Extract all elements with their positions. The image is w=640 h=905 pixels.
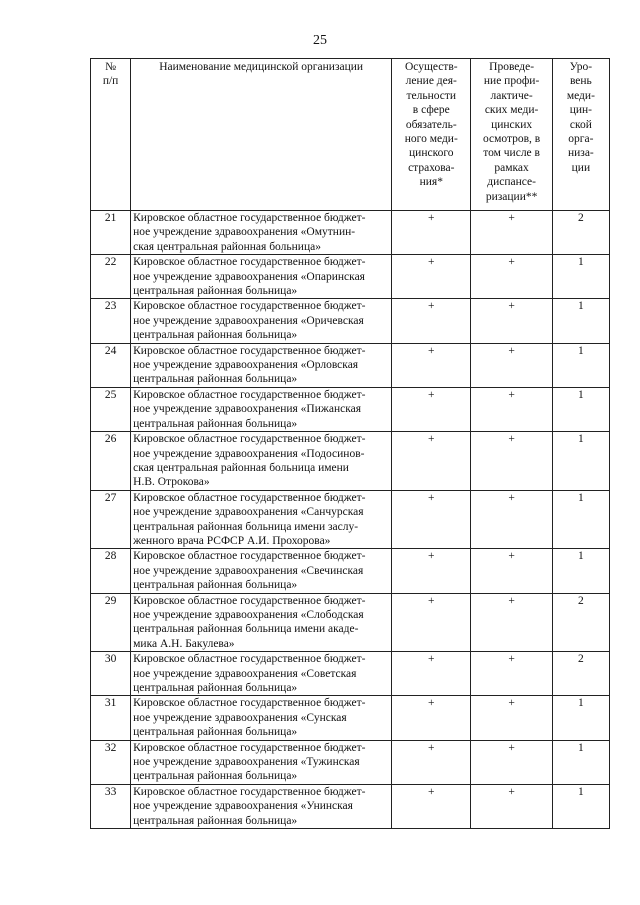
- oms-mark: +: [392, 593, 471, 652]
- header-organization-level: Уро- вень меди- цин- ской орга- низа- ции: [552, 59, 609, 211]
- organization-level: 1: [552, 343, 609, 387]
- organization-level: 1: [552, 490, 609, 549]
- organization-level: 1: [552, 740, 609, 784]
- preventive-mark: +: [471, 299, 552, 343]
- organization-level: 1: [552, 549, 609, 593]
- organization-name: Кировское областное государственное бюджет- ное учреждение здравоохранения «Омутнин- ская центральная районная больница»: [131, 211, 392, 255]
- table-row: [91, 593, 610, 652]
- row-number: 25: [91, 387, 131, 431]
- organization-level: 1: [552, 432, 609, 491]
- organization-level: 2: [552, 652, 609, 696]
- organization-name: Кировское областное государственное бюджет- ное учреждение здравоохранения «Сунская центральная районная больница»: [131, 696, 392, 740]
- organization-level: 1: [552, 784, 609, 828]
- row-number: 33: [91, 784, 131, 828]
- preventive-mark: +: [471, 343, 552, 387]
- oms-mark: +: [392, 255, 471, 299]
- organization-name: Кировское областное государственное бюджет- ное учреждение здравоохранения «Унинская центральная районная больница»: [131, 784, 392, 828]
- preventive-mark: +: [471, 490, 552, 549]
- header-number: № п/п: [91, 59, 131, 211]
- preventive-mark: +: [471, 387, 552, 431]
- table-row: [91, 784, 610, 828]
- organization-level: 1: [552, 299, 609, 343]
- organization-name: Кировское областное государственное бюджет- ное учреждение здравоохранения «Пижанская центральная районная больница»: [131, 387, 392, 431]
- oms-mark: +: [392, 299, 471, 343]
- oms-mark: +: [392, 549, 471, 593]
- table-row: [91, 652, 610, 696]
- oms-mark: +: [392, 211, 471, 255]
- table-row: [91, 740, 610, 784]
- organization-name: Кировское областное государственное бюджет- ное учреждение здравоохранения «Подосинов- ская центральная районная больница имени Н.В. Отрокова»: [131, 432, 392, 491]
- oms-mark: +: [392, 740, 471, 784]
- row-number: 23: [91, 299, 131, 343]
- table-row: [91, 549, 610, 593]
- row-number: 31: [91, 696, 131, 740]
- table-body: [91, 211, 610, 829]
- header-preventive-exams: Проведе- ние профи- лактиче- ских меди- цинских осмотров, в том числе в рамках диспансе- ризации**: [471, 59, 552, 211]
- row-number: 27: [91, 490, 131, 549]
- row-number: 30: [91, 652, 131, 696]
- oms-mark: +: [392, 652, 471, 696]
- preventive-mark: +: [471, 740, 552, 784]
- header-oms-activity: Осуществ- ление дея- тельности в сфере обязатель- ного меди- цинского страхова- ния*: [392, 59, 471, 211]
- preventive-mark: +: [471, 696, 552, 740]
- organization-name: Кировское областное государственное бюджет- ное учреждение здравоохранения «Советская центральная районная больница»: [131, 652, 392, 696]
- table-row: [91, 432, 610, 491]
- header-row: [91, 59, 610, 211]
- preventive-mark: +: [471, 255, 552, 299]
- preventive-mark: +: [471, 593, 552, 652]
- table-header: [91, 59, 610, 211]
- row-number: 28: [91, 549, 131, 593]
- header-organization-name: Наименование медицинской организации: [131, 59, 392, 211]
- row-number: 29: [91, 593, 131, 652]
- oms-mark: +: [392, 696, 471, 740]
- oms-mark: +: [392, 387, 471, 431]
- oms-mark: +: [392, 490, 471, 549]
- row-number: 32: [91, 740, 131, 784]
- table-row: [91, 211, 610, 255]
- preventive-mark: +: [471, 549, 552, 593]
- organization-name: Кировское областное государственное бюджет- ное учреждение здравоохранения «Свечинская центральная районная больница»: [131, 549, 392, 593]
- table-row: [91, 343, 610, 387]
- organization-level: 1: [552, 696, 609, 740]
- row-number: 24: [91, 343, 131, 387]
- page-number: 25: [313, 33, 327, 48]
- organization-level: 1: [552, 387, 609, 431]
- organization-name: Кировское областное государственное бюджет- ное учреждение здравоохранения «Орловская центральная районная больница»: [131, 343, 392, 387]
- organization-name: Кировское областное государственное бюджет- ное учреждение здравоохранения «Опаринская центральная районная больница»: [131, 255, 392, 299]
- medical-organizations-table: [90, 58, 610, 829]
- preventive-mark: +: [471, 652, 552, 696]
- organization-level: 2: [552, 211, 609, 255]
- oms-mark: +: [392, 432, 471, 491]
- organization-level: 2: [552, 593, 609, 652]
- organization-name: Кировское областное государственное бюджет- ное учреждение здравоохранения «Санчурская центральная районная больница имени заслу- женного врача РСФСР А.И. Прохорова»: [131, 490, 392, 549]
- table-row: [91, 255, 610, 299]
- table-row: [91, 696, 610, 740]
- table-row: [91, 490, 610, 549]
- organization-name: Кировское областное государственное бюджет- ное учреждение здравоохранения «Слободская центральная районная больница имени акаде- мика А.Н. Бакулева»: [131, 593, 392, 652]
- oms-mark: +: [392, 343, 471, 387]
- row-number: 26: [91, 432, 131, 491]
- table-row: [91, 299, 610, 343]
- row-number: 22: [91, 255, 131, 299]
- organization-name: Кировское областное государственное бюджет- ное учреждение здравоохранения «Тужинская центральная районная больница»: [131, 740, 392, 784]
- organization-name: Кировское областное государственное бюджет- ное учреждение здравоохранения «Оричевская центральная районная больница»: [131, 299, 392, 343]
- preventive-mark: +: [471, 211, 552, 255]
- preventive-mark: +: [471, 784, 552, 828]
- organization-level: 1: [552, 255, 609, 299]
- table-row: [91, 387, 610, 431]
- preventive-mark: +: [471, 432, 552, 491]
- oms-mark: +: [392, 784, 471, 828]
- row-number: 21: [91, 211, 131, 255]
